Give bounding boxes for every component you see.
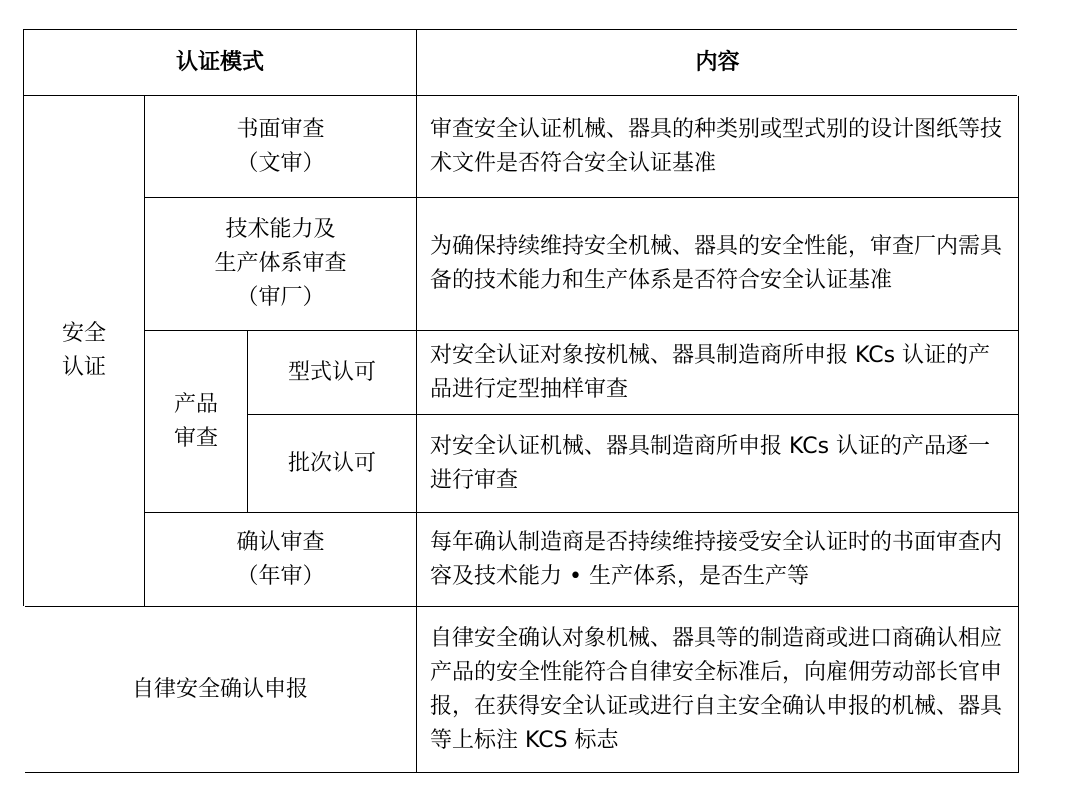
factory-review-label-line3: （审厂） — [236, 285, 325, 310]
self-declaration-content: 自律安全确认对象机械、器具等的制造商或进口商确认相应产品的安全性能符合自律安全标准后，向雇佣劳动部长官申报，在获得安全认证或进行自主安全确认申报的机械、器具等上标注 KCS 标志 — [417, 607, 1019, 773]
self-declaration-label: 自律安全确认申报 — [24, 607, 417, 773]
factory-review-label — [145, 198, 417, 331]
safety-cert-label-line1: 安全 — [61, 321, 106, 346]
batch-approval-content: 对安全认证机械、器具制造商所申报 KCs 认证的产品逐一进行审查 — [417, 415, 1019, 513]
factory-review-label-line2: 生产体系审查 — [214, 251, 347, 276]
batch-approval-label: 批次认可 — [248, 415, 417, 513]
document-review-content: 审查安全认证机械、器具的种类别或型式别的设计图纸等技术文件是否符合安全认证基准 — [417, 96, 1019, 198]
type-approval-content: 对安全认证对象按机械、器具制造商所申报 KCs 认证的产品进行定型抽样审查 — [417, 331, 1019, 415]
document-review-label-line2: （文审） — [236, 150, 325, 176]
factory-review-label-line1: 技术能力及 — [225, 217, 336, 242]
product-review-label-line2: 审查 — [173, 425, 218, 451]
header-content: 内容 — [417, 30, 1019, 96]
safety-cert-label-line2: 认证 — [61, 355, 106, 380]
type-approval-label: 型式认可 — [248, 331, 417, 415]
product-review-label-line1: 产品 — [173, 391, 218, 417]
annual-review-label-line1: 确认审查 — [236, 529, 325, 555]
document-review-label-line1: 书面审查 — [236, 116, 325, 142]
product-review-label — [145, 331, 248, 513]
annual-review-label-line2: （年审） — [236, 563, 325, 589]
annual-review-label — [145, 513, 417, 607]
annual-review-content: 每年确认制造商是否持续维持接受安全认证时的书面审查内容及技术能力 • 生产体系，是否生产等 — [417, 513, 1019, 607]
factory-review-content: 为确保持续维持安全机械、器具的安全性能，审查厂内需具备的技术能力和生产体系是否符合安全认证基准 — [417, 198, 1019, 331]
header-mode: 认证模式 — [24, 30, 417, 96]
safety-cert-label — [24, 96, 145, 607]
document-review-label — [145, 96, 417, 198]
certification-table — [23, 29, 1019, 773]
